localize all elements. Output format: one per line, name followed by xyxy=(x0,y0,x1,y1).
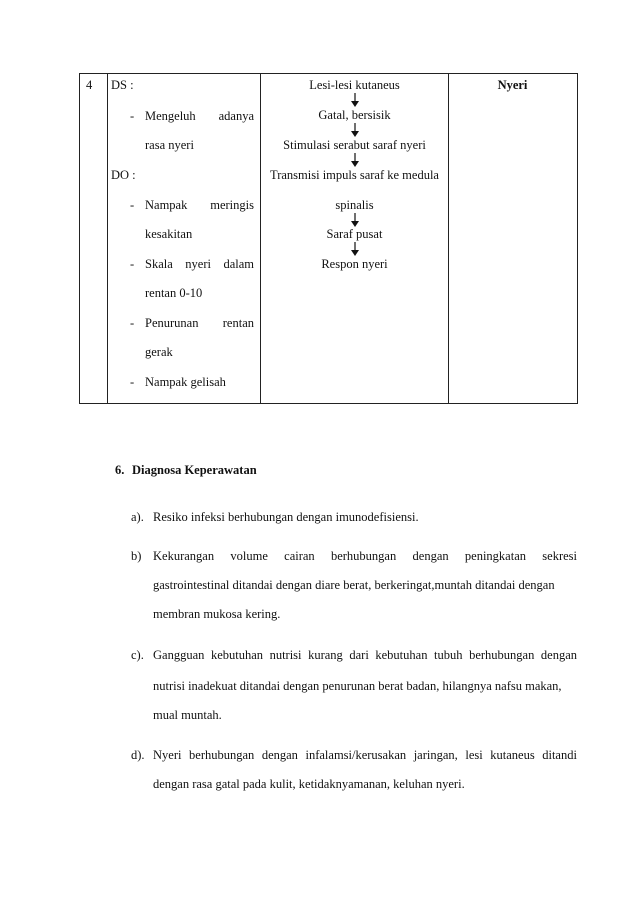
word: volume xyxy=(230,549,268,563)
do-item-dash: - xyxy=(130,198,135,212)
word: infalamsi/kerusakan xyxy=(305,748,407,762)
word: tubuh xyxy=(434,648,463,662)
flow-step: Lesi-lesi kutaneus xyxy=(309,78,400,92)
word: sekresi xyxy=(542,549,577,563)
diagnosis-line: nutrisi inadekuat ditandai dengan penurunan berat badan, hilangnya nafsu makan, xyxy=(153,679,562,693)
word: dengan xyxy=(412,549,449,563)
word: adanya xyxy=(218,109,254,123)
word: kutaneus xyxy=(490,748,535,762)
ds-item-line xyxy=(145,109,254,124)
word: Nyeri xyxy=(153,748,182,762)
word: rentan xyxy=(222,316,254,330)
flow-step: Gatal, bersisik xyxy=(318,108,391,122)
word: Mengeluh xyxy=(145,109,196,123)
word: berhubungan xyxy=(189,748,255,762)
word: Gangguan xyxy=(153,648,205,662)
word: ditandi xyxy=(542,748,577,762)
word: nutrisi xyxy=(269,648,302,662)
do-item-continuation: rentan 0-10 xyxy=(145,286,203,300)
do-item-line xyxy=(145,316,254,331)
diagnosis-marker: b) xyxy=(131,549,142,563)
flow-step: spinalis xyxy=(335,198,374,212)
diagnosis-first-line xyxy=(153,549,577,564)
flow-step: Transmisi impuls saraf ke medula xyxy=(270,168,439,182)
row-number: 4 xyxy=(86,78,93,92)
word: dengan xyxy=(261,748,298,762)
diagnosis-line: membran mukosa kering. xyxy=(153,607,281,621)
arrow-down-icon xyxy=(350,123,360,137)
do-item-continuation: gerak xyxy=(145,345,173,359)
word: cairan xyxy=(284,549,315,563)
word: Kekurangan xyxy=(153,549,215,563)
word: dalam xyxy=(223,257,254,271)
diagnosis-marker: d). xyxy=(131,748,145,762)
word: peningkatan xyxy=(464,549,526,563)
word: dari xyxy=(349,648,369,662)
ds-item-dash: - xyxy=(130,109,135,123)
ds-label: DS : xyxy=(111,78,134,92)
arrow-down-icon xyxy=(350,153,360,167)
section-number: 6. xyxy=(115,463,125,477)
diagnosis-marker: c). xyxy=(131,648,144,662)
flow-step: Saraf pusat xyxy=(326,227,383,241)
word: berhubungan xyxy=(469,648,535,662)
do-label: DO : xyxy=(111,168,136,182)
ds-item-continuation: rasa nyeri xyxy=(145,138,194,152)
word: kebutuhan xyxy=(210,648,264,662)
diagnosis-line: mual muntah. xyxy=(153,708,222,722)
problem-label: Nyeri xyxy=(497,78,528,92)
diagnosis-first-line xyxy=(153,648,577,663)
do-item-dash: - xyxy=(130,257,135,271)
diagnosis-marker: a). xyxy=(131,510,144,524)
diagnosis-text: Resiko infeksi berhubungan dengan imunodefisiensi. xyxy=(153,510,419,524)
column-divider xyxy=(107,74,108,403)
arrow-down-icon xyxy=(350,93,360,107)
word: nyeri xyxy=(185,257,211,271)
word: Nampak xyxy=(145,198,188,212)
arrow-down-icon xyxy=(350,213,360,227)
do-item-line xyxy=(145,257,254,272)
do-item-line xyxy=(145,198,254,213)
column-divider xyxy=(448,74,449,403)
word: kebutuhan xyxy=(375,648,428,662)
word: jaringan, xyxy=(413,748,458,762)
word: meringis xyxy=(210,198,254,212)
word: berhubungan xyxy=(330,549,397,563)
diagnosis-line: dengan rasa gatal pada kulit, ketidaknyamanan, keluhan nyeri. xyxy=(153,777,465,791)
do-item-continuation: kesakitan xyxy=(145,227,193,241)
diagnosis-first-line xyxy=(153,748,577,763)
arrow-down-icon xyxy=(350,242,360,256)
word: dengan xyxy=(540,648,577,662)
do-item-dash: - xyxy=(130,316,135,330)
word: Skala xyxy=(145,257,173,271)
section-title: Diagnosa Keperawatan xyxy=(132,463,257,477)
word: lesi xyxy=(465,748,483,762)
diagnosis-line: gastrointestinal ditandai dengan diare berat, berkeringat,muntah ditandai dengan xyxy=(153,578,555,592)
word: kurang xyxy=(308,648,343,662)
flow-step: Respon nyeri xyxy=(321,257,388,271)
do-item-line: Nampak gelisah xyxy=(145,375,226,389)
word: Penurunan xyxy=(145,316,199,330)
flow-step: Stimulasi serabut saraf nyeri xyxy=(283,138,426,152)
do-item-dash: - xyxy=(130,375,135,389)
